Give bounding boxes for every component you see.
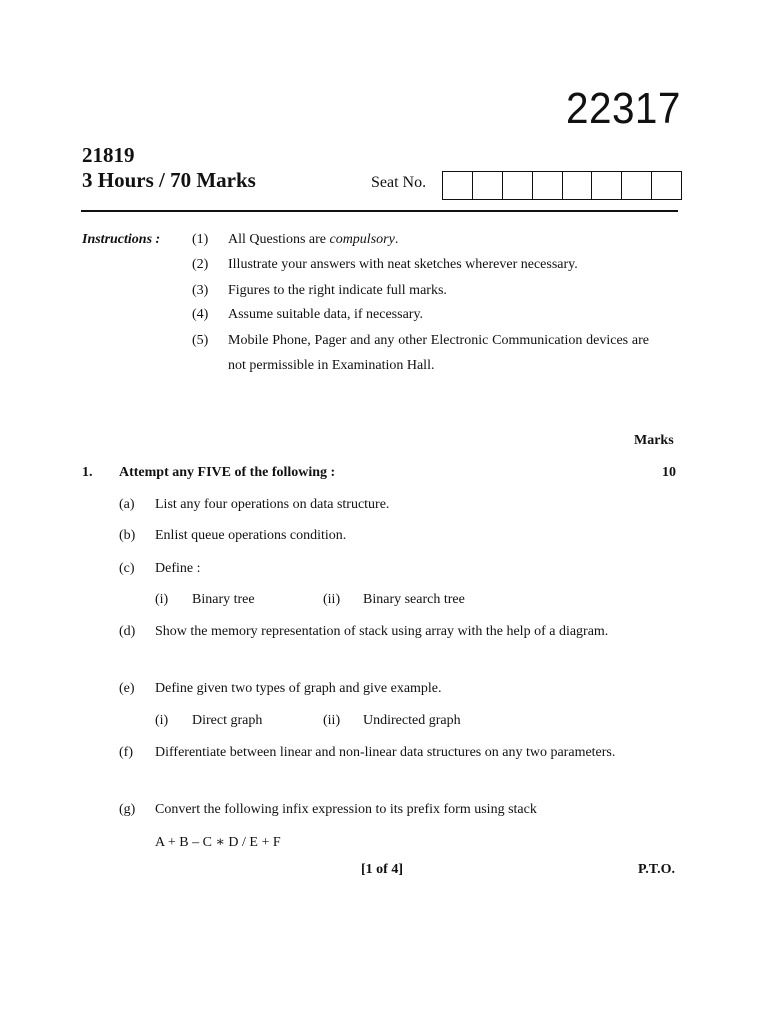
seat-number-boxes <box>442 171 682 200</box>
part-text: Differentiate between linear and non-linear data structures on any two parameters. <box>155 745 616 760</box>
question-marks: 10 <box>662 465 676 480</box>
instruction-text: Illustrate your answers with neat sketches wherever necessary. <box>228 257 578 272</box>
page-number: [1 of 4] <box>361 862 403 877</box>
subpart-number: (i) <box>155 592 169 607</box>
part-text: List any four operations on data structure. <box>155 497 390 512</box>
part-label: (g) <box>119 802 136 817</box>
subpart-text: Binary tree <box>192 592 255 607</box>
instruction-text: Mobile Phone, Pager and any other Electronic Communication devices are not permissible in Examination Hall. <box>228 333 649 373</box>
part-label: (e) <box>119 681 135 696</box>
instruction-text: Figures to the right indicate full marks. <box>228 283 447 298</box>
marks-column-heading: Marks <box>634 433 674 448</box>
instruction-number: (1) <box>192 232 209 247</box>
seat-box <box>622 172 652 199</box>
instruction-number: (5) <box>192 333 209 348</box>
subpart-text: Direct graph <box>192 713 263 728</box>
seat-box <box>563 172 593 199</box>
instruction-number: (2) <box>192 257 209 272</box>
part-text: Convert the following infix expression to its prefix form using stack <box>155 802 537 817</box>
seat-box <box>443 172 473 199</box>
please-turn-over: P.T.O. <box>638 862 675 877</box>
part-text: Show the memory representation of stack using array with the help of a diagram. <box>155 624 609 639</box>
exam-duration-marks: 3 Hours / 70 Marks <box>82 168 256 192</box>
question-text: Attempt any FIVE of the following : <box>119 465 336 480</box>
seat-box <box>533 172 563 199</box>
infix-expression: A + B – C ∗ D / E + F <box>155 835 281 850</box>
instruction-text: All Questions are compulsory. <box>228 232 399 247</box>
seat-box <box>592 172 622 199</box>
seat-box <box>652 172 681 199</box>
instruction-emphasis: compulsory <box>329 232 395 247</box>
part-label: (a) <box>119 497 135 512</box>
instruction-number: (4) <box>192 307 209 322</box>
part-label: (c) <box>119 561 135 576</box>
instruction-text: Assume suitable data, if necessary. <box>228 307 424 322</box>
subpart-number: (ii) <box>323 713 341 728</box>
part-label: (b) <box>119 528 136 543</box>
seat-number-label: Seat No. <box>371 174 427 191</box>
subpart-number: (ii) <box>323 592 341 607</box>
seat-box <box>473 172 503 199</box>
part-label: (f) <box>119 745 133 760</box>
subpart-number: (i) <box>155 713 169 728</box>
question-number: 1. <box>82 465 93 480</box>
exam-code: 21819 <box>82 143 135 167</box>
part-text: Define : <box>155 561 201 576</box>
instruction-number: (3) <box>192 283 209 298</box>
paper-code: 22317 <box>566 84 681 133</box>
part-text: Enlist queue operations condition. <box>155 528 347 543</box>
instructions-title: Instructions : <box>82 232 161 247</box>
seat-box <box>503 172 533 199</box>
header-divider <box>81 210 678 212</box>
part-label: (d) <box>119 624 136 639</box>
part-text: Define given two types of graph and give example. <box>155 681 442 696</box>
subpart-text: Undirected graph <box>363 713 461 728</box>
subpart-text: Binary search tree <box>363 592 465 607</box>
